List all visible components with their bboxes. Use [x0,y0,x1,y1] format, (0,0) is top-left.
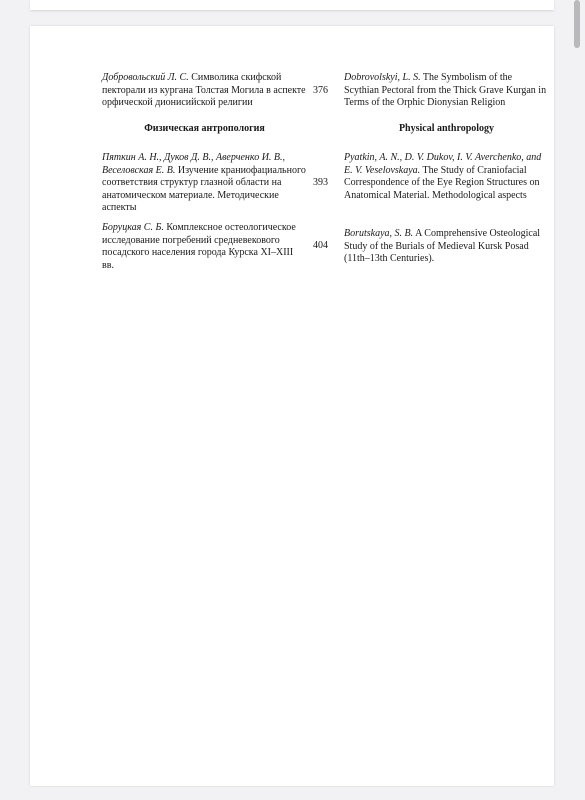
en-authors: Borutskaya, S. B. [344,228,414,239]
document-page [30,26,554,786]
page-number: 393 [313,177,328,188]
section-heading-ru: Физическая антропология [144,123,265,134]
toc-entry-en-pyatkin [344,152,549,202]
section-heading-en: Physical anthropology [398,123,495,134]
toc-entry-ru-dobrovolskyi [102,72,307,110]
previous-page-edge [30,0,554,10]
ru-authors: Добровольский Л. С. [102,72,189,83]
en-title: A Comprehensive Osteological Study of the Burials of Medieval Kursk Posad (11th–13th Centuries). [344,228,541,264]
toc-entry-en-dobrovolskyi [344,72,549,110]
ru-title: Изучение краниофациального соответствия структур глазной области на анатомическом материале. Методические аспекты [102,164,306,213]
ru-title: Символика скифской пекторали из кургана Толстая Могила в аспекте орфической дионисийской религии [102,72,306,108]
en-authors: Pyatkin, A. N., D. V. Dukov, I. V. Averchenko, and E. V. Veselovskaya. [344,152,542,176]
toc-entry-en-borutskaya [344,228,549,266]
page-number: 376 [313,84,328,96]
scrollbar[interactable] [575,0,583,800]
en-title: The Study of Craniofacial Correspondence of the Eye Region Structures on Anatomical Material. Methodological aspects [344,164,540,201]
ru-title: Комплексное остеологическое исследование погребений средневекового посадского населения города Курска XI–XIII вв. [102,222,296,271]
page-number: 404 [313,240,328,251]
en-authors: Dobrovolskyi, L. S. [344,72,421,83]
scrollbar-thumb[interactable] [574,0,580,48]
ru-authors: Боруцкая С. Б. [102,222,164,233]
ru-authors: Пяткин А. Н., Дуков Д. В., Аверченко И. В., Веселовская Е. В. [102,152,286,176]
toc-entry-ru-pyatkin [102,152,307,215]
toc-entry-ru-borutskaya [102,222,307,272]
en-title: The Symbolism of the Scythian Pectoral from the Thick Grave Kurgan in Terms of the Orphic Dionysian Religion [344,72,547,108]
